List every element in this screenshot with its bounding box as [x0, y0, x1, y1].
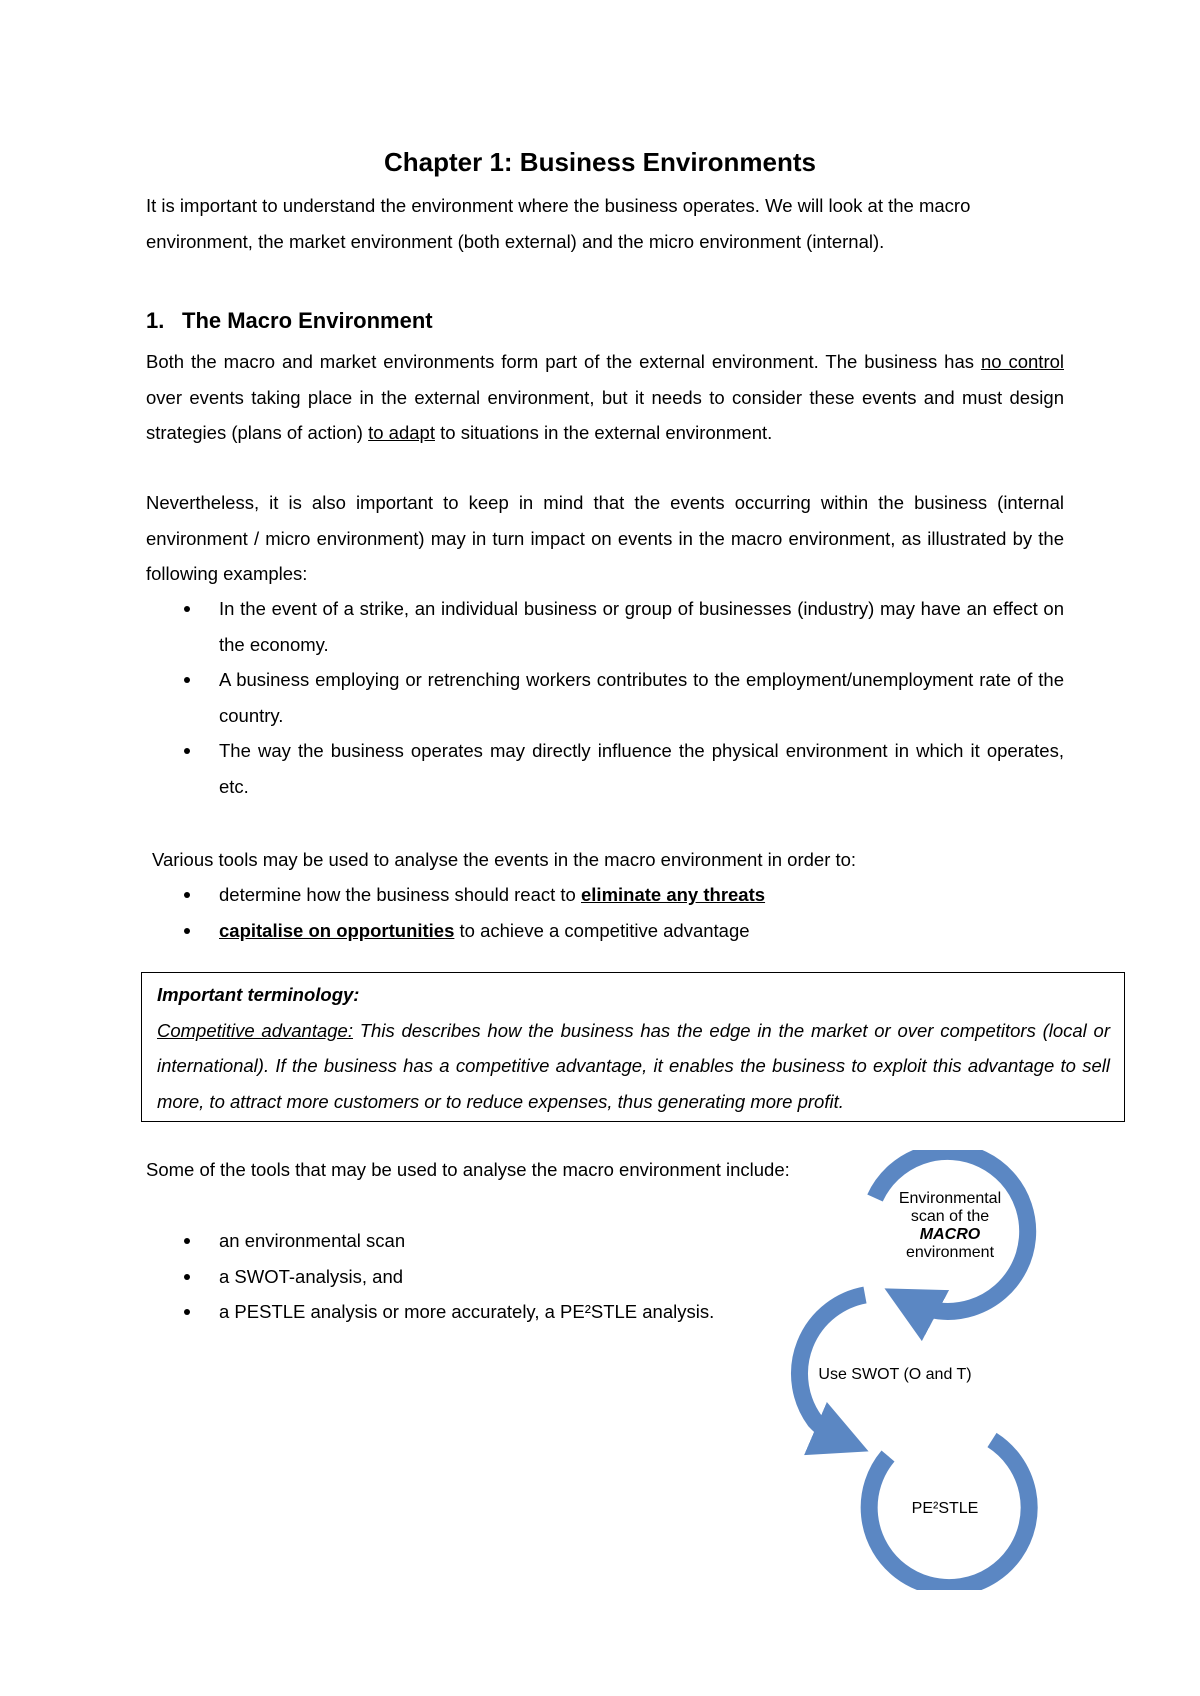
tools-purpose-intro: Various tools may be used to analyse the events in the macro environment in order to: — [152, 849, 857, 870]
list-item: a SWOT-analysis, and — [146, 1259, 848, 1295]
external-environment-paragraph — [146, 344, 1064, 451]
para1-text-a: Both the macro and market environments form part of the external environment. The business has — [146, 351, 981, 372]
internal-impact-paragraph: Nevertheless, it is also important to keep in mind that the events occurring within the business (internal environment / micro environment) may in turn impact on events in the macro environment, as illustrated by the following examples: — [146, 492, 1064, 584]
no-control-emphasis: no control — [980, 351, 1065, 372]
list-item: determine how the business should react to eliminate any threats — [146, 877, 1064, 913]
section-title: The Macro Environment — [182, 308, 433, 333]
bullet-icon — [184, 677, 190, 683]
intro-paragraph: It is important to understand the environment where the business operates. We will look at the macro environment, the market environment (both external) and the micro environment (internal). — [146, 195, 971, 252]
bullet-icon — [184, 1238, 190, 1244]
bullet-icon — [184, 928, 190, 934]
to-adapt-emphasis: to adapt — [368, 422, 435, 443]
list-item: The way the business operates may directly influence the physical environment in which it operates, etc. — [146, 733, 1064, 804]
bullet-icon — [184, 1274, 190, 1280]
bullet-icon — [184, 606, 190, 612]
capitalise-opportunities-emphasis: capitalise on opportunities — [219, 919, 455, 941]
bullet-icon — [184, 748, 190, 754]
section-number: 1. — [146, 308, 165, 333]
examples-list — [146, 591, 1064, 804]
macro-tools-intro: Some of the tools that may be used to analyse the macro environment include: — [146, 1159, 790, 1180]
section-heading — [146, 303, 433, 339]
page-title: Chapter 1: Business Environments — [384, 147, 816, 177]
para1-text-c: to situations in the external environment. — [434, 422, 773, 443]
diagram-step-environmental-scan: Environmental scan of the MACRO environment — [898, 1190, 1002, 1261]
terminology-box — [141, 972, 1125, 1122]
list-item: a PESTLE analysis or more accurately, a PE²STLE analysis. — [146, 1294, 848, 1330]
terminology-heading: Important terminology: — [157, 984, 360, 1005]
list-item: In the event of a strike, an individual business or group of businesses (industry) may have an effect on the economy. — [146, 591, 1064, 662]
diagram-step-swot: Use SWOT (O and T) — [818, 1366, 972, 1383]
list-item: A business employing or retrenching workers contributes to the employment/unemployment rate of the country. — [146, 662, 1064, 733]
terminology-definition: Competitive advantage: This describes how the business has the edge in the market or over competitors (local or international). If the business has a competitive advantage, it enables the business to exploit this advantage to sell more, to attract more customers or to reduce expenses, thus generating more profit. — [157, 1019, 1110, 1112]
tools-purpose-list — [146, 877, 1064, 948]
macro-tools-list — [146, 1223, 848, 1330]
list-item: capitalise on opportunities to achieve a competitive advantage — [146, 913, 1064, 949]
eliminate-threats-emphasis: eliminate any threats — [581, 884, 766, 905]
term-competitive-advantage: Competitive advantage: — [157, 1019, 353, 1041]
list-item: an environmental scan — [146, 1223, 848, 1259]
bullet-icon — [184, 892, 190, 898]
macro-analysis-diagram — [790, 1150, 1070, 1595]
para1-text-b: over events taking place in the external environment, but it needs to consider these events and must design strategies (plans of action) — [146, 386, 1064, 443]
diagram-step-pestle: PE²STLE — [911, 1500, 979, 1517]
bullet-icon — [184, 1309, 190, 1315]
